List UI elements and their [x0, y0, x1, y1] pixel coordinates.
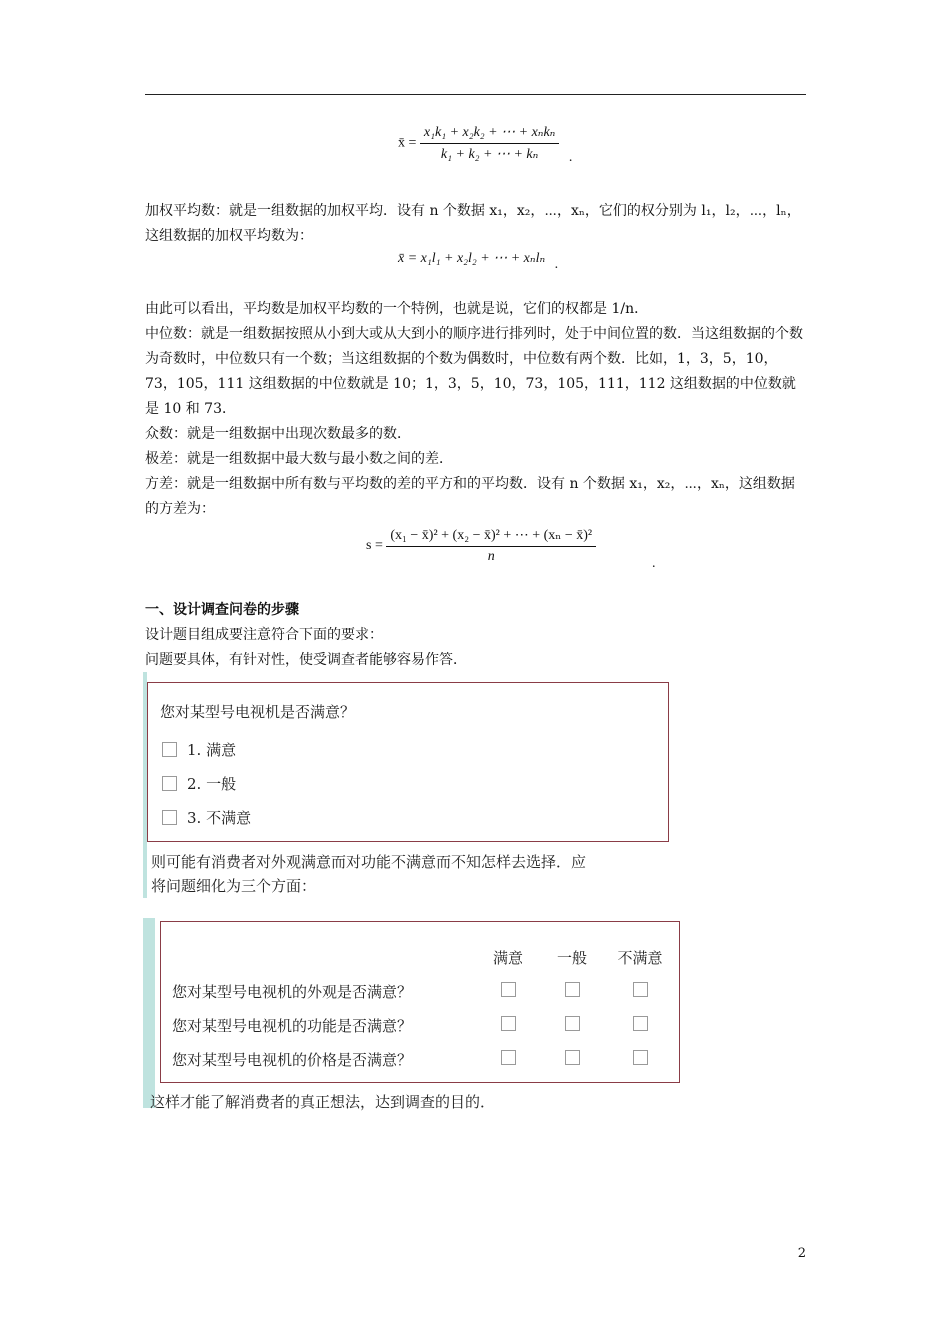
survey-option: [162, 739, 236, 760]
header-rule: [145, 94, 806, 95]
variance-formula-period: .: [652, 556, 656, 571]
formula-denominator: n: [487, 549, 495, 564]
row-question: 您对某型号电视机的外观是否满意？: [172, 982, 413, 1001]
section-line: 设计题目组成要注意符合下面的要求：: [145, 627, 383, 643]
paragraph-text: 加权平均数：就是一组数据的加权平均．设有 n 个数据 x₁，x₂，⋯，xₙ，它们的权分别为 l₁，l₂，⋯，lₙ，这组数据的加权平均数为：: [145, 203, 801, 244]
paragraph-range: 极差：就是一组数据中最大数与最小数之间的差．: [145, 451, 453, 467]
formula-lhs: s =: [366, 538, 383, 554]
weighted-mean-formula-2: [398, 250, 559, 272]
grid-row: [172, 1042, 676, 1076]
formula-expression: x̄ = x₁l₁ + x₂l₂ + ⋯ + xₙlₙ: [398, 251, 546, 266]
formula-lhs: x̄ =: [398, 135, 417, 151]
option-label: 2. 一般: [187, 775, 237, 793]
caption-line: 则可能有消费者对外观满意而对功能不满意而不知怎样去选择．应: [151, 853, 587, 871]
formula-numerator: (x₁ − x̄)² + (x₂ − x̄)² + ⋯ + (xₙ − x̄)²: [386, 527, 596, 547]
definitions-block: [145, 297, 807, 522]
checkbox-icon[interactable]: [162, 742, 177, 757]
checkbox-icon[interactable]: [162, 810, 177, 825]
formula-denominator: k₁ + k₂ + ⋯ + kₙ: [440, 147, 539, 162]
survey-question: 您对某型号电视机是否满意？: [160, 705, 356, 721]
checkbox-icon[interactable]: [633, 982, 648, 997]
grid-row: [172, 974, 676, 1008]
survey-grid-caption: 这样才能了解消费者的真正想法，达到调查的目的．: [150, 1093, 496, 1111]
checkbox-icon[interactable]: [565, 1050, 580, 1065]
section-line: 问题要具体，有针对性，使受调查者能够容易作答．: [145, 652, 467, 668]
survey-grid: [172, 940, 676, 1076]
weighted-mean-paragraph: [145, 199, 807, 249]
column-header: 满意: [492, 948, 523, 967]
paragraph-variance: 方差：就是一组数据中所有数与平均数的差的平方和的平均数．设有 n 个数据 x₁，x₂，⋯，xₙ，这组数据的方差为：: [145, 476, 795, 517]
weighted-mean-formula: [398, 124, 572, 163]
grid-row: [172, 1008, 676, 1042]
formula-fraction: [386, 527, 596, 565]
option-label: 1. 满意: [187, 741, 237, 759]
row-question: 您对某型号电视机的功能是否满意？: [172, 1016, 413, 1035]
paragraph-mean-note: 由此可以看出，平均数是加权平均数的一个特例，也就是说，它们的权都是 1/n．: [145, 301, 649, 317]
paragraph-mode: 众数：就是一组数据中出现次数最多的数．: [145, 426, 411, 442]
survey-option: [162, 773, 236, 794]
survey-example-single: [143, 672, 683, 898]
checkbox-icon[interactable]: [501, 1016, 516, 1031]
row-question: 您对某型号电视机的价格是否满意？: [172, 1050, 413, 1069]
column-header: 一般: [556, 948, 587, 967]
checkbox-icon[interactable]: [501, 982, 516, 997]
checkbox-icon[interactable]: [565, 1016, 580, 1031]
formula-fraction: [420, 124, 559, 163]
checkbox-icon[interactable]: [162, 776, 177, 791]
page-number: 2: [797, 1246, 806, 1261]
option-label: 3. 不满意: [187, 809, 252, 827]
survey-box: [147, 682, 669, 842]
checkbox-icon[interactable]: [565, 982, 580, 997]
paragraph-median: 中位数：就是一组数据按照从小到大或从大到小的顺序进行排列时，处于中间位置的数．当这组数据的个数为奇数时，中位数只有一个数；当这组数据的个数为偶数时，中位数有两个数．比如，1，3，5，10，73，105，111 这组数据的中位数就是 10；1，3，5，10，73，105，111，112 这组数据的中位数就是 10 和 73．: [145, 326, 803, 417]
section-intro: [145, 623, 807, 673]
formula-period: .: [554, 257, 559, 272]
formula-numerator: x₁k₁ + x₂k₂ + ⋯ + xₙkₙ: [420, 124, 559, 144]
variance-formula: [366, 527, 596, 565]
section-heading: 一、设计调查问卷的步骤: [145, 602, 299, 618]
survey-caption: [151, 850, 681, 898]
checkbox-icon[interactable]: [633, 1016, 648, 1031]
checkbox-icon[interactable]: [633, 1050, 648, 1065]
grid-header-row: [172, 940, 676, 974]
accent-bar: [143, 918, 155, 1108]
survey-option: [162, 807, 251, 828]
caption-line: 将问题细化为三个方面：: [151, 877, 317, 895]
column-header: 不满意: [617, 948, 663, 967]
formula-period: .: [568, 149, 573, 165]
checkbox-icon[interactable]: [501, 1050, 516, 1065]
